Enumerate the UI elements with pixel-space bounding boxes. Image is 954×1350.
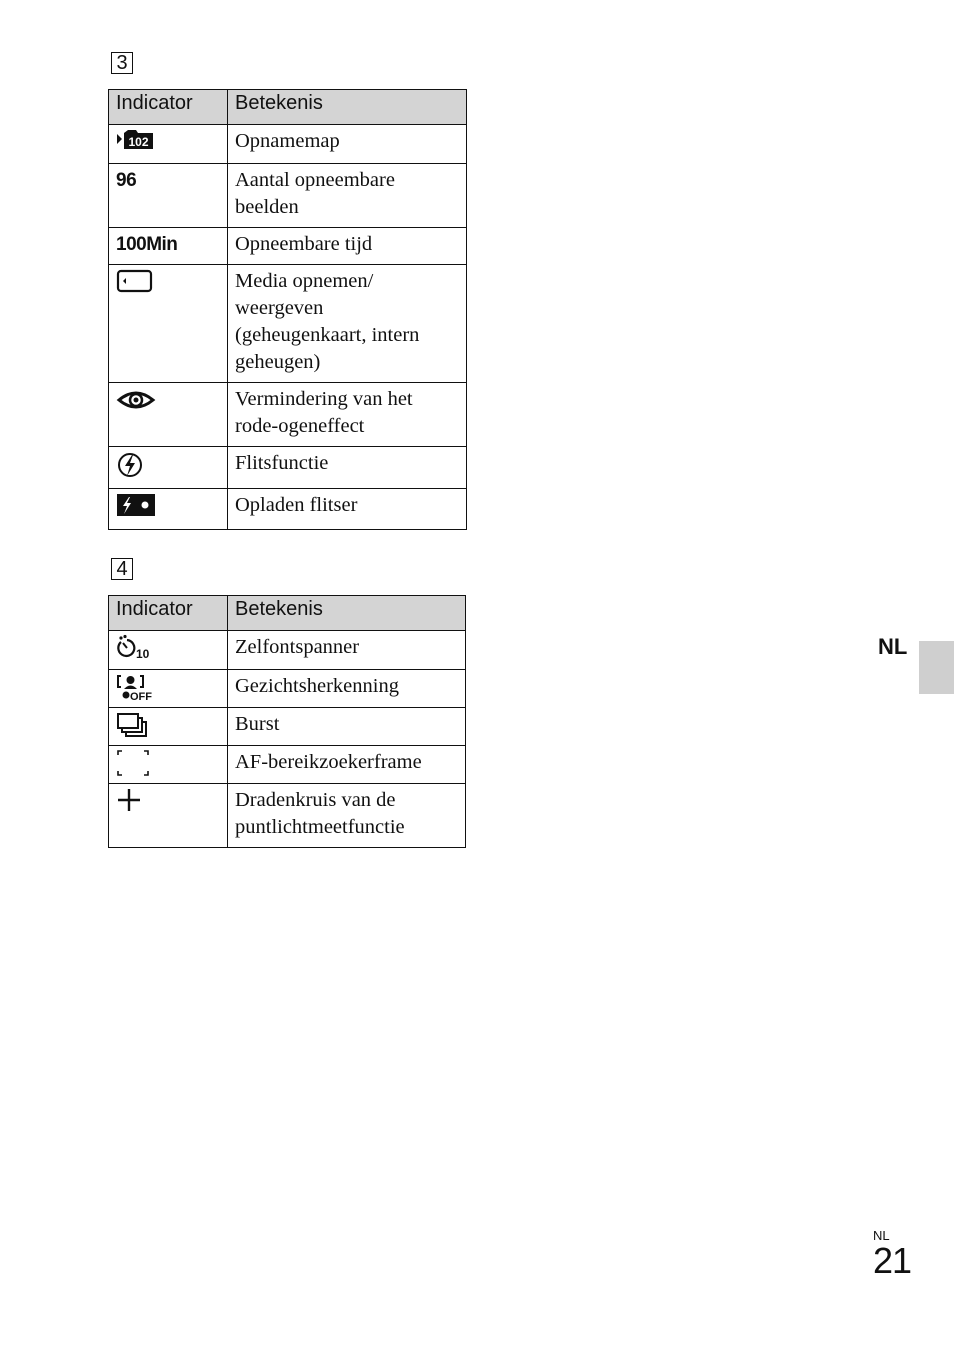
header-indicator: Indicator	[109, 596, 228, 631]
folder-number: 102	[128, 135, 149, 149]
table-row	[109, 125, 467, 164]
table-row	[109, 746, 466, 784]
header-meaning: Betekenis	[228, 596, 466, 631]
meaning-cell: Opnamemap	[228, 125, 467, 164]
meaning-cell: Aantal opneembare beelden	[228, 164, 467, 228]
table-row	[109, 631, 466, 670]
table-row	[109, 447, 467, 489]
self-timer-seconds: 10	[136, 647, 150, 660]
memory-card-icon	[116, 268, 154, 294]
indicator-table-4	[108, 595, 466, 848]
face-detection-icon	[116, 673, 158, 701]
meaning-cell: Gezichtsherkenning	[228, 670, 466, 708]
meaning-cell: Flitsfunctie	[228, 447, 467, 489]
language-tab	[919, 641, 954, 694]
header-indicator: Indicator	[109, 90, 228, 125]
section-number-3: 3	[111, 52, 133, 74]
burst-icon	[116, 711, 150, 737]
table-header-row	[109, 596, 466, 631]
page-number: 21	[873, 1240, 912, 1281]
af-range-finder-frame-icon	[116, 749, 152, 777]
page-language: NL	[873, 1228, 890, 1243]
red-eye-reduction-icon	[116, 386, 156, 414]
table-row	[109, 784, 466, 848]
table-row	[109, 670, 466, 708]
meaning-cell: Burst	[228, 708, 466, 746]
flash-mode-icon	[116, 450, 148, 480]
language-tab-label: NL	[878, 634, 908, 659]
meaning-cell: Opladen flitser	[228, 489, 467, 530]
recording-folder-icon	[116, 128, 156, 150]
header-meaning: Betekenis	[228, 90, 467, 125]
meaning-cell: Vermindering van het rode-ogeneffect	[228, 383, 467, 447]
table-header-row	[109, 90, 467, 125]
remaining-images-count: 96	[116, 170, 137, 191]
meaning-cell: AF-bereikzoekerframe	[228, 746, 466, 784]
meaning-cell: Zelfontspanner	[228, 631, 466, 670]
meaning-cell: Media opnemen/ weergeven (geheugenkaart, intern geheugen)	[228, 265, 467, 383]
table-row	[109, 708, 466, 746]
flash-charging-icon	[116, 492, 156, 518]
table-row	[109, 164, 467, 228]
recordable-time: 100Min	[116, 234, 178, 255]
table-row	[109, 383, 467, 447]
section-number-4: 4	[111, 558, 133, 580]
table-row	[109, 489, 467, 530]
indicator-table-3	[108, 89, 467, 530]
self-timer-icon	[116, 634, 156, 660]
meaning-cell: Dradenkruis van de puntlichtmeetfunctie	[228, 784, 466, 848]
table-row	[109, 228, 467, 265]
meaning-cell: Opneembare tijd	[228, 228, 467, 265]
table-row	[109, 265, 467, 383]
spot-metering-crosshair-icon	[116, 787, 142, 813]
face-detection-state: OFF	[130, 691, 152, 701]
